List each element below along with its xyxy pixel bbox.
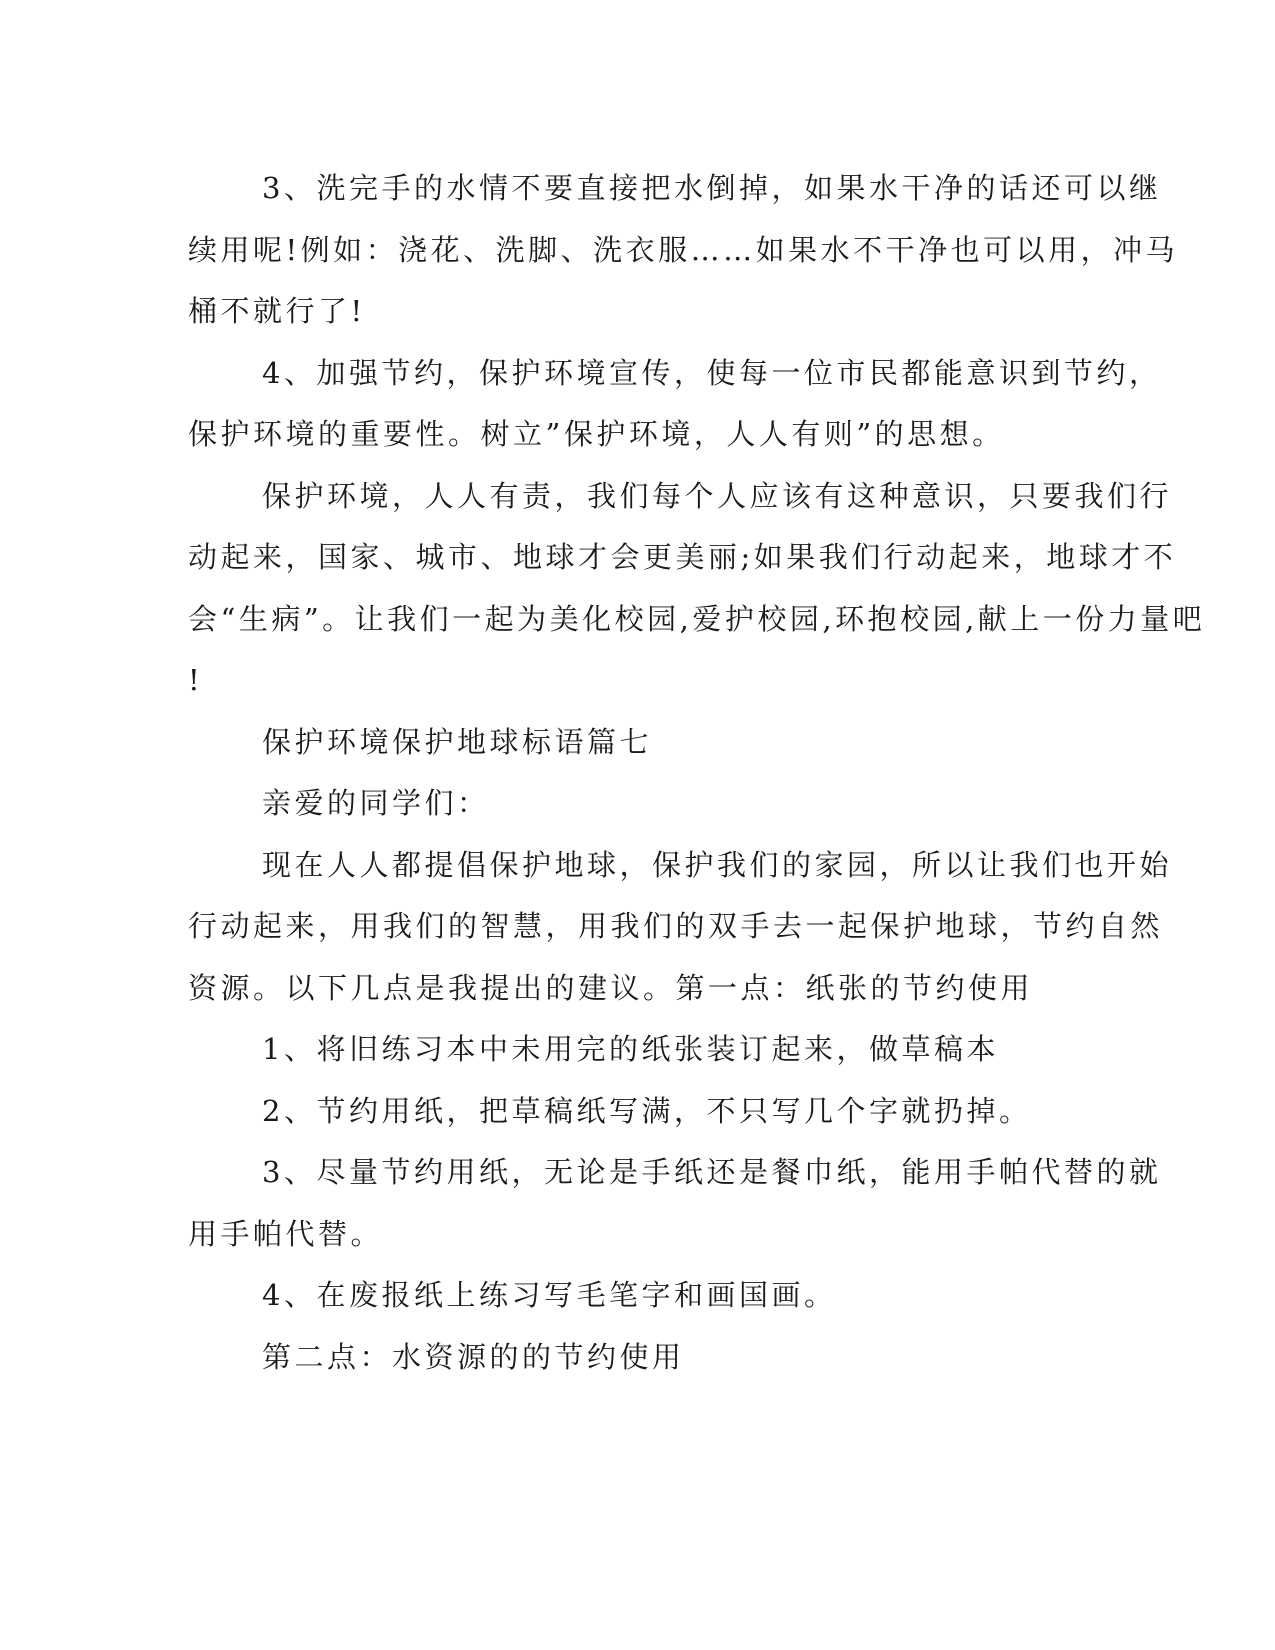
text-line: 4、在废报纸上练习写毛笔字和画国画。 xyxy=(262,1278,837,1312)
text-line: 动起来，国家、城市、地球才会更美丽;如果我们行动起来，地球才不 xyxy=(188,540,1177,574)
list-item xyxy=(188,1019,1078,1081)
text-line: 行动起来，用我们的智慧，用我们的双手去一起保护地球，节约自然 xyxy=(188,909,1164,943)
text-line: 3、尽量节约用纸，无论是手纸还是餐巾纸，能用手帕代替的就 xyxy=(262,1155,1162,1189)
text-line: 桶不就行了! xyxy=(188,294,366,328)
document-body xyxy=(188,158,1206,1388)
paragraph xyxy=(188,466,1206,712)
text-line: 保护环境保护地球标语篇七 xyxy=(262,724,653,759)
list-item xyxy=(188,1081,1078,1143)
text-line: 现在人人都提倡保护地球，保护我们的家园，所以让我们也开始 xyxy=(262,847,1173,882)
paragraph xyxy=(188,158,1179,343)
text-line: 用手帕代替。 xyxy=(188,1216,384,1251)
text-line: 资源。以下几点是我提出的建议。第一点：纸张的节约使用 xyxy=(188,970,1034,1005)
text-line: 4、加强节约，保护环境宣传，使每一位市民都能意识到节约， xyxy=(262,355,1162,390)
text-line: 亲爱的同学们： xyxy=(262,786,490,820)
text-line: 第二点：水资源的的节约使用 xyxy=(262,1339,685,1374)
text-line: 会“生病”。让我们一起为美化校园,爱护校园,环抱校园,献上一份力量吧 xyxy=(188,601,1206,636)
section-heading xyxy=(188,712,1078,774)
salutation xyxy=(188,773,1078,835)
text-line: 保护环境的重要性。树立”保护环境，人人有则”的思想。 xyxy=(188,417,1005,451)
text-line: 续用呢!例如：浇花、洗脚、洗衣服……如果水不干净也可以用，冲马 xyxy=(188,232,1179,267)
text-line: 1、将旧练习本中未用完的纸张装订起来，做草稿本 xyxy=(262,1032,999,1066)
list-item xyxy=(188,1142,1162,1265)
subsection-heading xyxy=(188,1327,1078,1389)
paragraph xyxy=(188,835,1173,1020)
text-line: 2、节约用纸，把草稿纸写满，不只写几个字就扔掉。 xyxy=(262,1093,1032,1128)
text-line: 保护环境，人人有责，我们每个人应该有这种意识，只要我们行 xyxy=(262,478,1173,513)
paragraph xyxy=(188,343,1162,466)
list-item xyxy=(188,1265,1078,1327)
text-line: ! xyxy=(188,663,204,697)
text-line: 3、洗完手的水情不要直接把水倒掉，如果水干净的话还可以继 xyxy=(262,171,1162,205)
